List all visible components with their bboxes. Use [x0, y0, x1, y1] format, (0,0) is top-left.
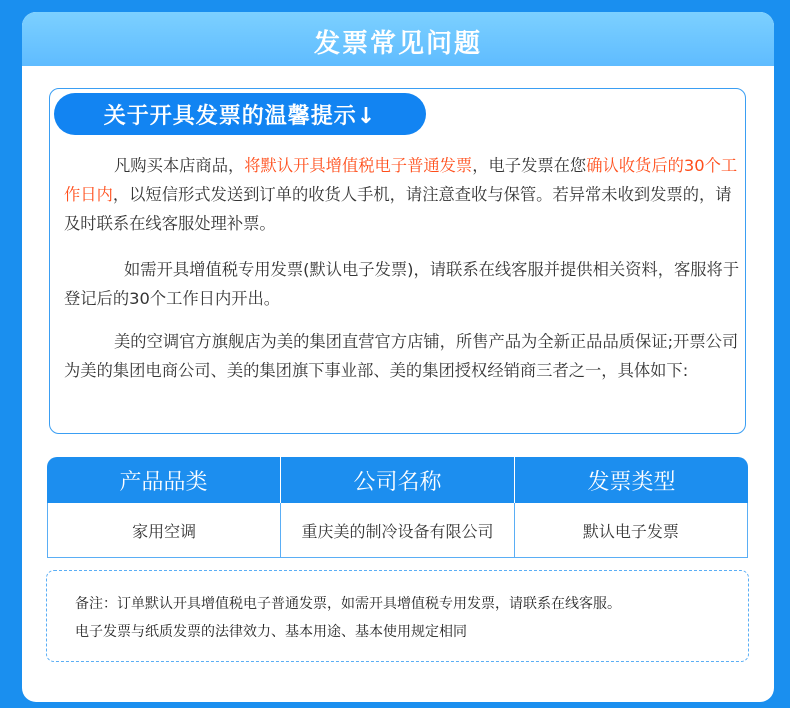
notice-heading-pill	[54, 93, 426, 135]
remark-line-2: 电子发票与纸质发票的法律效力、基本用途、基本使用规定相同	[75, 624, 467, 640]
cell-invoice-type: 默认电子发票	[582, 521, 679, 541]
header-company-name: 公司名称	[281, 457, 515, 503]
p2-text: 如需开具增值税专用发票(默认电子发票)，请联系在线客服并提供相关资料，客服将于登记后的30个工作日内开出。	[64, 260, 740, 308]
table-row	[47, 503, 748, 558]
p1-text-e: ，以短信形式发送到订单的收货人手机，请注意查收与保管。若异常未收到发票的，请及时联系在线客服处理补票。	[64, 185, 732, 233]
header-invoice-type: 发票类型	[587, 469, 676, 495]
notice-heading: 关于开具发票的温馨提示↓	[103, 103, 377, 129]
invoice-notice-box	[49, 88, 746, 434]
remark-line-1: 备注：订单默认开具增值税电子普通发票，如需开具增值税专用发票，请联系在线客服。	[75, 596, 621, 612]
faq-panel	[22, 12, 774, 702]
cell-company-name: 重庆美的制冷设备有限公司	[281, 503, 514, 557]
notice-paragraph-3	[64, 327, 740, 385]
page-title: 发票常见问题	[313, 28, 482, 59]
p1-highlight-default-invoice: 将默认开具增值税电子普通发票	[244, 156, 473, 175]
table-header	[47, 457, 748, 503]
p1-highlight-30-days: 确认收货后的30个工作日内	[64, 156, 738, 204]
p1-text-a: 凡购买本店商品，	[114, 156, 245, 175]
p1-text-c: ，电子发票在您	[472, 156, 587, 175]
p3-text: 美的空调官方旗舰店为美的集团直营官方店铺，所售产品为全新正品品质保证;开票公司为美的集团电商公司、美的集团旗下事业部、美的集团授权经销商三者之一，具体如下:	[64, 332, 739, 380]
invoice-table	[47, 457, 748, 558]
cell-product-category: 家用空调	[48, 503, 281, 557]
header-product-category: 产品品类	[47, 457, 281, 503]
notice-paragraph-1	[64, 151, 740, 238]
title-banner	[22, 12, 774, 66]
remark-box	[46, 570, 749, 662]
notice-paragraph-2	[64, 255, 740, 313]
